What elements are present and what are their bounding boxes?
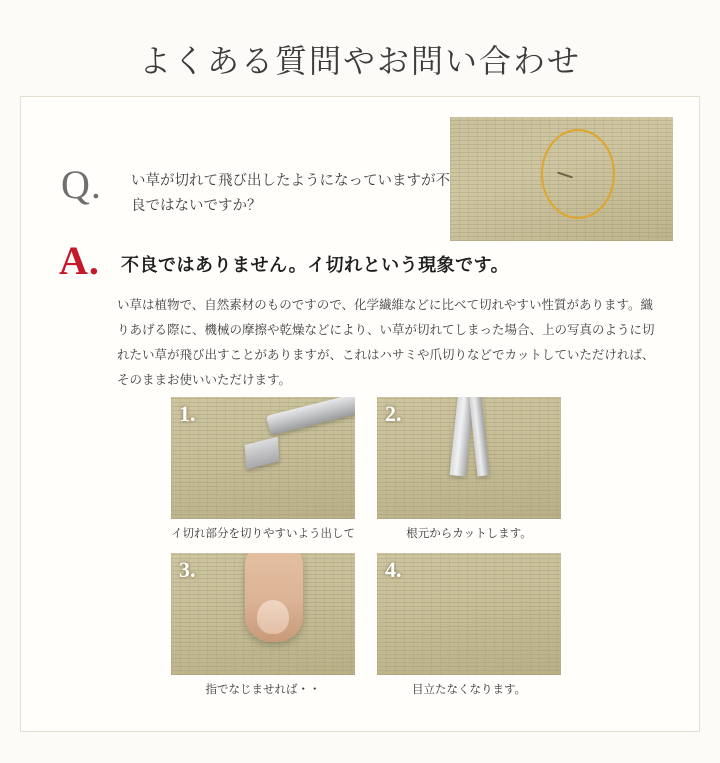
step-number: 3.	[179, 557, 196, 582]
step-caption: 指でなじませれば・・	[205, 684, 321, 696]
nail-clipper-head-icon	[244, 437, 279, 470]
step3-photo	[171, 553, 355, 675]
answer-body: い草は植物で、自然素材のものですので、化学繊維などに比べて切れやすい性質があります。織りあげる際に、機械の摩擦や乾燥などにより、い草が切れてしまった場合、上の写真のように切れたい草が飛び出すことがありますが、これはハサミや爪切りなどでカットしていただければ、そのままお使いいただけます。	[117, 298, 655, 387]
step-item	[377, 553, 561, 697]
answer-marker: A.	[59, 238, 100, 283]
step4-photo	[377, 553, 561, 675]
step-number: 1.	[179, 401, 196, 426]
step-caption: イ切れ部分を切りやすいよう出して	[171, 528, 355, 540]
question-marker: Q.	[61, 162, 102, 207]
step1-photo	[171, 397, 355, 519]
nail-clipper-icon	[266, 397, 355, 436]
nail-clipper-lever-icon	[468, 397, 489, 476]
highlight-circle-icon	[541, 129, 615, 219]
steps-gallery	[171, 397, 561, 709]
question-block	[21, 97, 699, 247]
question-text: い草が切れて飛び出したようになっていますが不良ではないですか？	[131, 173, 450, 215]
page-title: よくある質問やお問い合わせ	[138, 43, 581, 79]
fingernail-icon	[257, 600, 289, 634]
step-item	[377, 397, 561, 541]
faq-card	[20, 96, 700, 732]
tatami-closeup-photo	[450, 117, 673, 241]
step-caption: 目立たなくなります。	[411, 684, 527, 696]
answer-headline: 不良ではありません。イ切れという現象です。	[121, 255, 510, 275]
steps-row-top	[171, 397, 561, 541]
step-item	[171, 397, 355, 541]
step2-photo	[377, 397, 561, 519]
steps-row-bottom	[171, 553, 561, 697]
finger-icon	[245, 553, 303, 642]
step-item	[171, 553, 355, 697]
step-caption: 根元からカットします。	[406, 528, 532, 540]
step-number: 4.	[385, 557, 402, 582]
step-number: 2.	[385, 401, 402, 426]
